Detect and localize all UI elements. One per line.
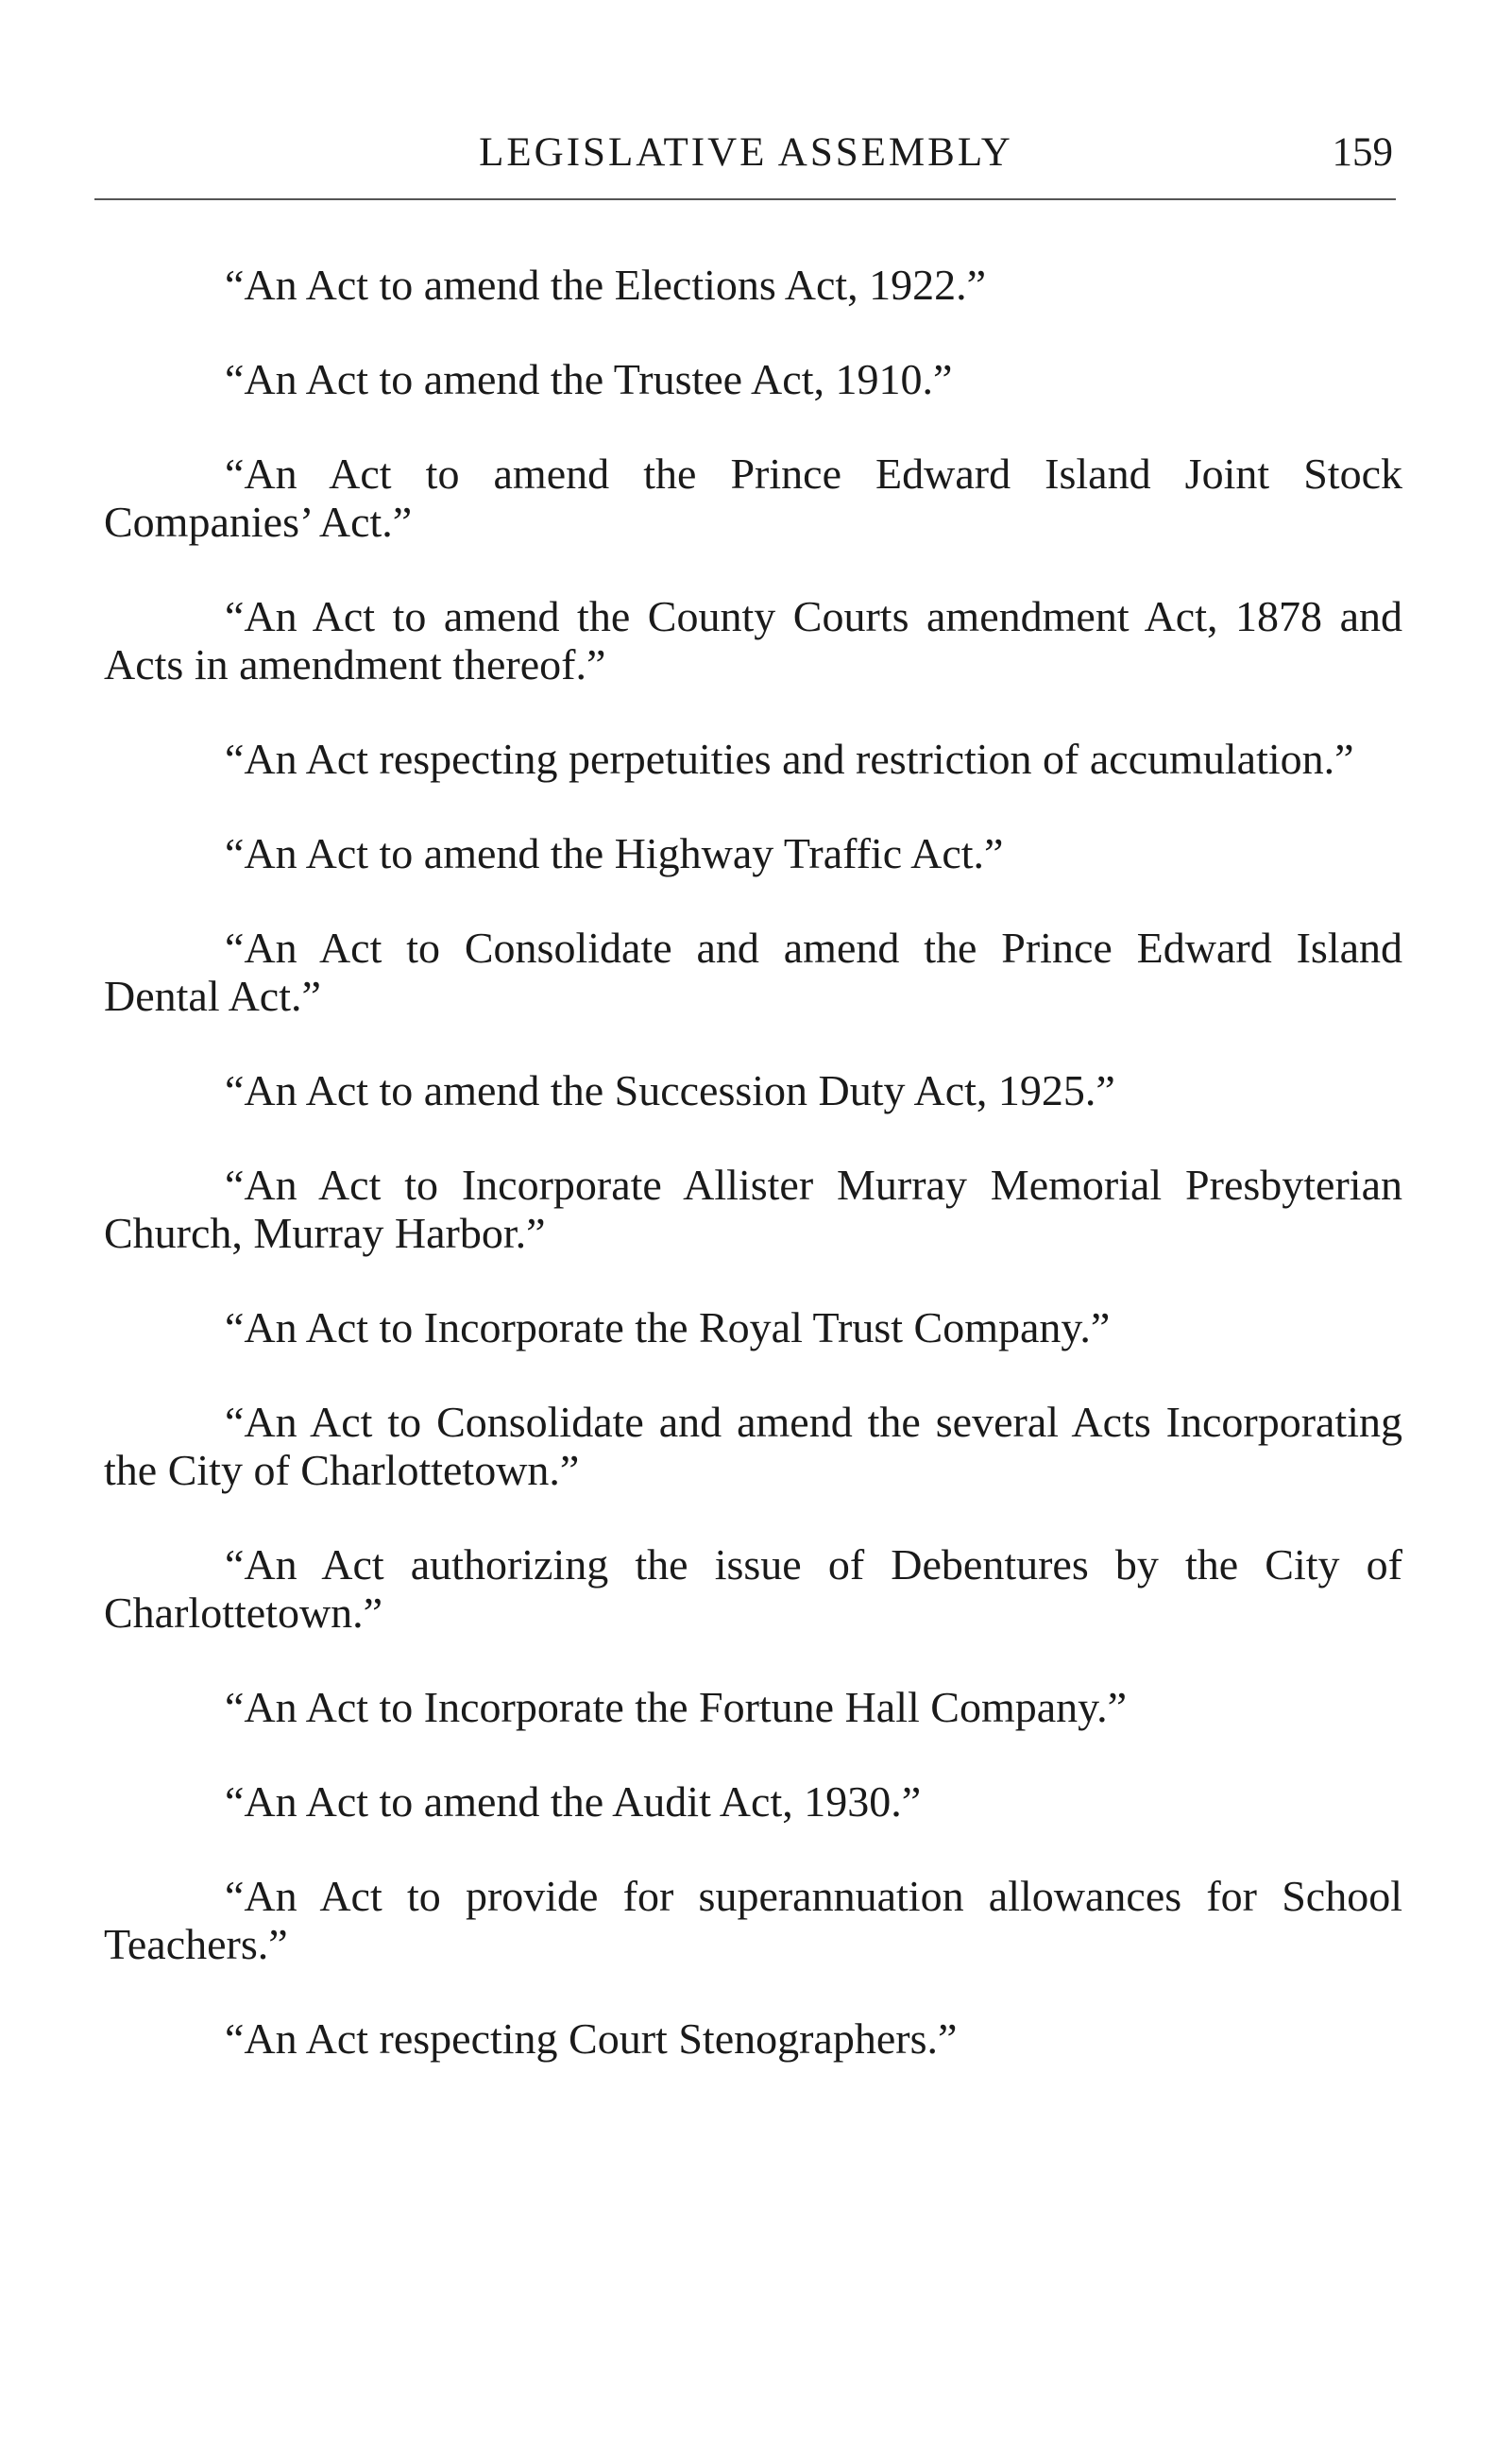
act-item: “An Act to provide for superannuation allowances for School Teachers.” — [104, 1872, 1402, 1968]
act-item: “An Act to amend the Elections Act, 1922.” — [225, 261, 987, 309]
act-item: “An Act to Incorporate the Fortune Hall Company.” — [225, 1683, 1128, 1731]
act-item: “An Act to amend the Succession Duty Act, 1925.” — [225, 1066, 1115, 1114]
page-header — [99, 125, 1393, 181]
page-number: 159 — [1332, 130, 1393, 175]
acts-list — [104, 261, 1402, 2109]
act-item: “An Act to amend the Prince Edward Island Joint Stock Companies’ Act.” — [104, 450, 1402, 546]
act-item: “An Act to Incorporate the Royal Trust Company.” — [225, 1303, 1111, 1351]
header-rule — [94, 198, 1396, 200]
act-item: “An Act to amend the County Courts amendment Act, 1878 and Acts in amendment thereof.” — [104, 592, 1402, 688]
act-item: “An Act to amend the Audit Act, 1930.” — [225, 1777, 922, 1826]
act-item: “An Act to amend the Trustee Act, 1910.” — [225, 355, 953, 403]
act-item: “An Act respecting perpetuities and restriction of accumulation.” — [225, 735, 1354, 783]
act-item: “An Act respecting Court Stenographers.” — [225, 2014, 958, 2063]
running-head: LEGISLATIVE ASSEMBLY — [479, 130, 1013, 175]
act-item: “An Act to Consolidate and amend the Prince Edward Island Dental Act.” — [104, 924, 1402, 1020]
act-item: “An Act to amend the Highway Traffic Act.” — [225, 829, 1004, 877]
act-item: “An Act to Incorporate Allister Murray Memorial Presbyterian Church, Murray Harbor.” — [104, 1161, 1402, 1257]
act-item: “An Act authorizing the issue of Debentures by the City of Charlottetown.” — [104, 1540, 1402, 1637]
act-item: “An Act to Consolidate and amend the several Acts Incorporating the City of Charlottetown.” — [104, 1398, 1402, 1494]
